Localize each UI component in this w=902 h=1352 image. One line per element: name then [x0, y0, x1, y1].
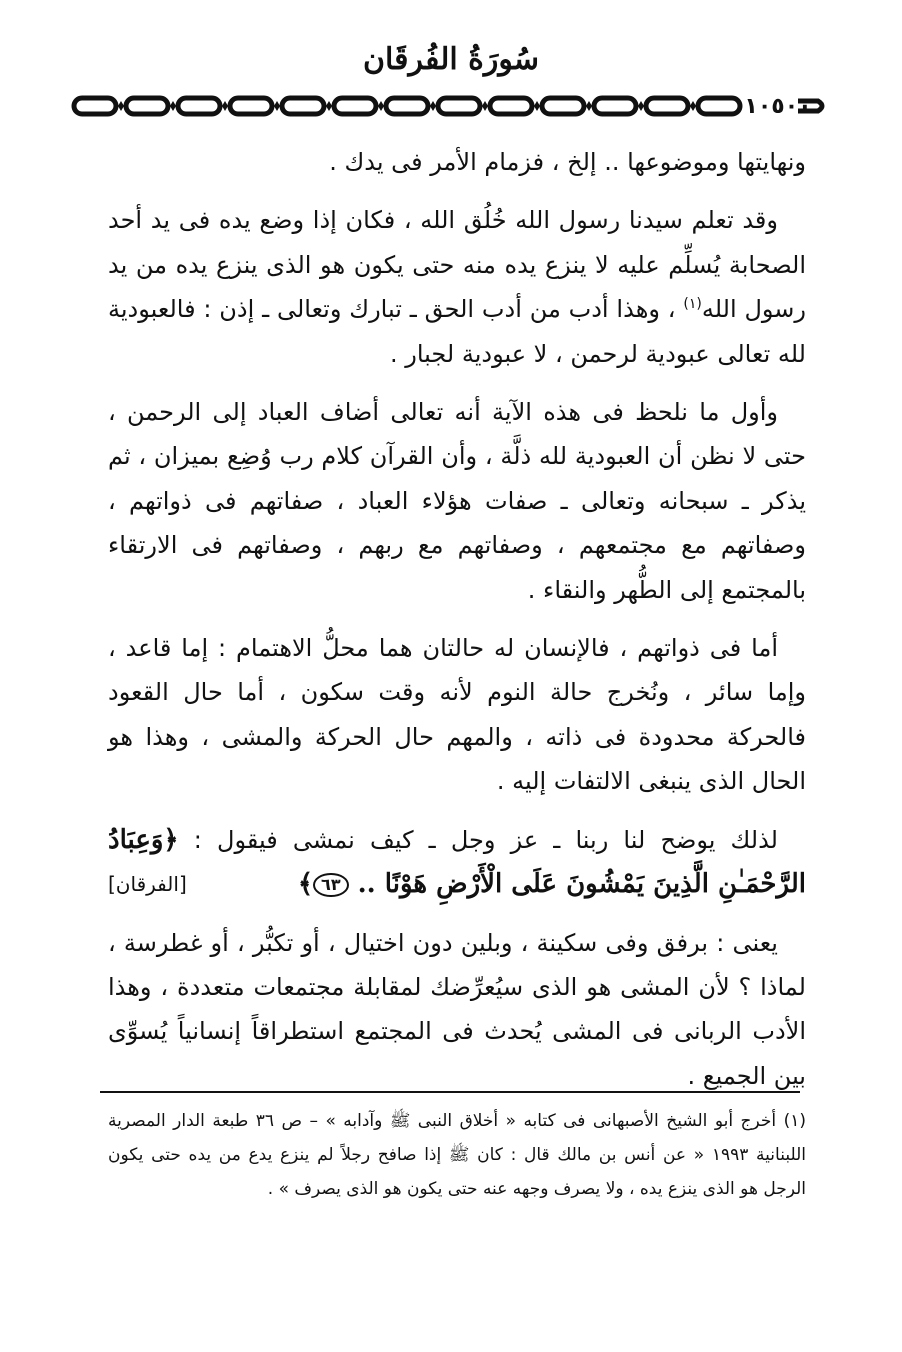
paragraph-3: [108, 390, 806, 612]
paragraph-5-intro: لذلك يوضح لنا ربنا ـ عز وجل ـ كيف نمشى فيقول :: [178, 825, 778, 854]
footnotes: [108, 1104, 806, 1206]
paragraph-3-text: وأول ما نلحظ فى هذه الآية أنه تعالى أضاف العباد إلى الرحمن ، حتى لا نظن أن العبودية لله ذلَّة ، وأن القرآن كلام رب وُضِع بميزان ، ثم يذكر ـ سبحانه وتعالى ـ صفات هؤلاء العباد ، صفاتهم فى ذواتهم ، وصفاتهم مع مجتمعهم ، وصفاتهم مع ربهم ، وصفاتهم فى الارتقاء بالمجتمع إلى الطُّهر والنقاء .: [108, 398, 806, 604]
paragraph-4: [108, 626, 806, 804]
verse-number: ٦٣: [313, 873, 349, 897]
paragraph-4-text: أما فى ذواتهم ، فالإنسان له حالتان هما محلُّ الاهتمام : إما قاعد ، وإما سائر ، ونُخرج حالة النوم لأنه وقت سكون ، أما حال القعود فالحركة محدودة فى ذاته ، والمهم حال الحركة والمشى ، وهذا هو الحال الذى ينبغى الالتفات إليه .: [108, 634, 806, 796]
paragraph-5: [108, 818, 806, 907]
page-number: ١٠٥٠٠: [744, 94, 812, 119]
quran-verse: ﴿وَعِبَادُ الرَّحْمَـٰنِ الَّذِينَ يَمْشُونَ عَلَى الْأَرْضِ هَوْنًا ..: [108, 824, 806, 900]
paragraph-6: [108, 921, 806, 1099]
ornamental-border: [70, 92, 830, 120]
footnote-marker[interactable]: (١): [683, 296, 702, 313]
surah-title: سُورَةُ الفُرقَان: [362, 42, 539, 77]
paragraph-2-text-b: ، وهذا أدب من أدب الحق ـ تبارك وتعالى ـ إذن : فالعبودية لله تعالى عبودية لرحمن ، لا عبودية لجبار .: [108, 295, 806, 368]
paragraph-6-text: يعنى : برفق وفى سكينة ، وبلين دون اختيال ، أو تكبُّر ، أو غطرسة ، لماذا ؟ لأن المشى هو الذى سيُعرِّضك لمقابلة مجتمعات متعددة ، وهذا الأدب الربانى فى المشى يُحدث فى المجتمع استطراقاً إنسانياً يُسوِّى بين الجميع .: [108, 928, 806, 1090]
footnote-divider: [100, 1091, 800, 1093]
paragraph-2: [108, 198, 806, 376]
paragraph-2-text-a: وقد تعلم سيدنا رسول الله خُلُق الله ، فكان إذا وضع يده فى يد أحد الصحابة يُسلِّم عليه لا ينزع يده منه حتى يكون هو الذى ينزع يده من يد رسول الله: [108, 206, 806, 324]
main-text: [108, 140, 806, 1112]
quran-verse-close: ﴾: [297, 869, 314, 900]
paragraph-1: ونهايتها وموضوعها .. إلخ ، فزمام الأمر فى يدك .: [329, 148, 806, 176]
footnote-1: (١) أخرج أبو الشيخ الأصبهانى فى كتابه « أخلاق النبى ﷺ وآدابه » – ص ٣٦ طبعة الدار المصرية اللبنانية ١٩٩٣ « عن أنس بن مالك قال : كان ﷺ إذا صافح رجلاً لم ينزع يدع من يده حتى يكون الرجل هو الذى ينزع يده ، ولا يصرف وجهه عنه حتى يكون هو الذى يصرف » .: [108, 1111, 806, 1199]
surah-reference: [الفرقان]: [108, 872, 187, 897]
